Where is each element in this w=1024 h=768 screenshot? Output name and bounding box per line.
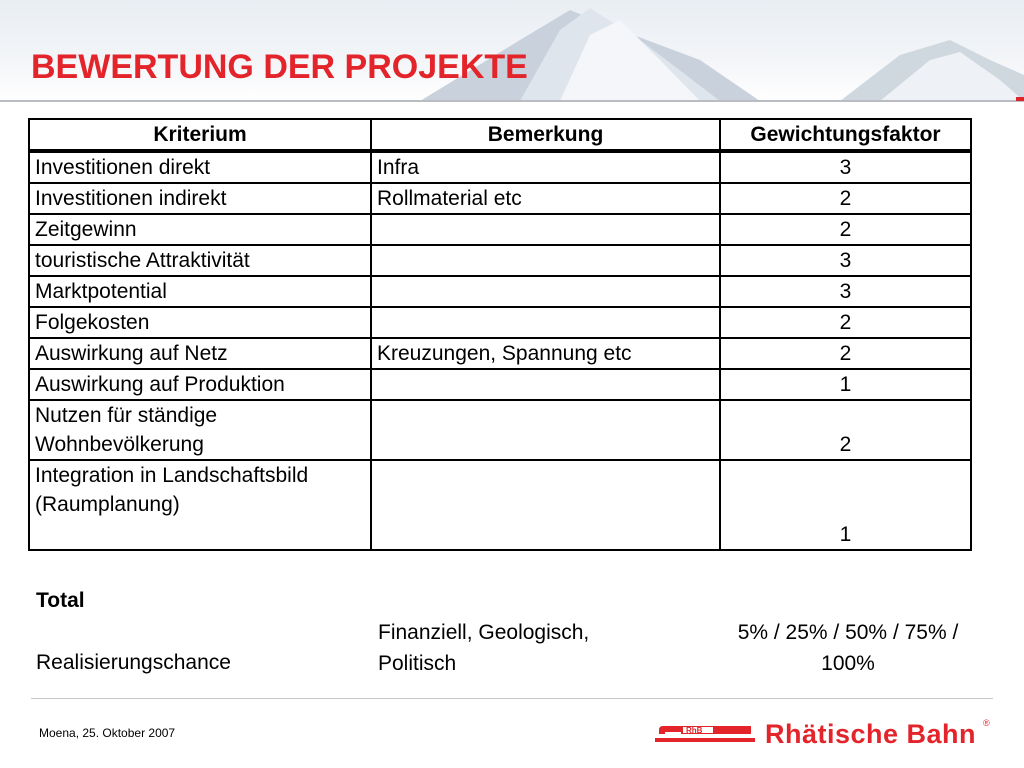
factor-cell: 3 — [720, 276, 971, 307]
table-row — [29, 400, 971, 460]
header-gewichtungsfaktor: Gewichtungsfaktor — [720, 119, 971, 151]
remark-cell: Kreuzungen, Spannung etc — [371, 338, 720, 369]
remark-cell — [371, 245, 720, 276]
remark-cell — [371, 307, 720, 338]
realisation-label: Realisierungschance — [36, 651, 231, 674]
rhb-badge-text: RhB — [686, 726, 703, 735]
criterion-cell: Integration in Landschaftsbild (Raumplanung) — [29, 460, 371, 550]
criterion-cell: Auswirkung auf Produktion — [29, 369, 371, 400]
factor-cell: 2 — [720, 400, 971, 460]
criterion-cell: Investitionen indirekt — [29, 183, 371, 214]
criterion-cell: touristische Attraktivität — [29, 245, 371, 276]
total-label: Total — [36, 589, 85, 612]
table-row — [29, 338, 971, 369]
factor-cell: 3 — [720, 151, 971, 183]
remark-cell — [371, 369, 720, 400]
table-row — [29, 183, 971, 214]
table-row — [29, 214, 971, 245]
criterion-cell: Investitionen direkt — [29, 151, 371, 183]
factor-cell: 2 — [720, 307, 971, 338]
logo-name: Rhätische Bahn — [765, 719, 977, 749]
page-title: BEWERTUNG DER PROJEKTE — [31, 48, 528, 86]
registered-mark: ® — [983, 718, 990, 728]
table-row — [29, 307, 971, 338]
remark-cell: Rollmaterial etc — [371, 183, 720, 214]
factor-cell: 2 — [720, 183, 971, 214]
rhb-logo-mark — [655, 724, 760, 748]
footer-rule — [31, 698, 993, 699]
header-kriterium: Kriterium — [29, 119, 371, 151]
header-accent-mark — [1016, 97, 1024, 101]
criterion-cell: Zeitgewinn — [29, 214, 371, 245]
criterion-cell: Folgekosten — [29, 307, 371, 338]
remark-cell — [371, 276, 720, 307]
realisation-note: Finanziell, Geologisch, Politisch — [378, 621, 590, 675]
factor-cell: 1 — [720, 369, 971, 400]
criterion-cell: Auswirkung auf Netz — [29, 338, 371, 369]
table-header-row — [29, 119, 971, 151]
remark-cell: Infra — [371, 151, 720, 183]
factor-cell: 2 — [720, 214, 971, 245]
table-row — [29, 460, 971, 550]
header-bemerkung: Bemerkung — [371, 119, 720, 151]
table-row — [29, 245, 971, 276]
footer-date: Moena, 25. Oktober 2007 — [39, 726, 176, 740]
remark-cell — [371, 400, 720, 460]
table-row — [29, 276, 971, 307]
factor-cell: 2 — [720, 338, 971, 369]
criterion-cell: Marktpotential — [29, 276, 371, 307]
factor-cell: 1 — [720, 460, 971, 550]
table-row — [29, 151, 971, 183]
table-row — [29, 369, 971, 400]
remark-cell — [371, 460, 720, 550]
realisation-values: 5% / 25% / 50% / 75% / 100% — [737, 621, 959, 675]
factor-cell: 3 — [720, 245, 971, 276]
header-rule — [0, 100, 1024, 102]
criterion-cell: Nutzen für ständige Wohnbevölkerung — [29, 400, 371, 460]
criteria-table — [28, 118, 972, 551]
rhb-logo — [655, 716, 995, 756]
remark-cell — [371, 214, 720, 245]
